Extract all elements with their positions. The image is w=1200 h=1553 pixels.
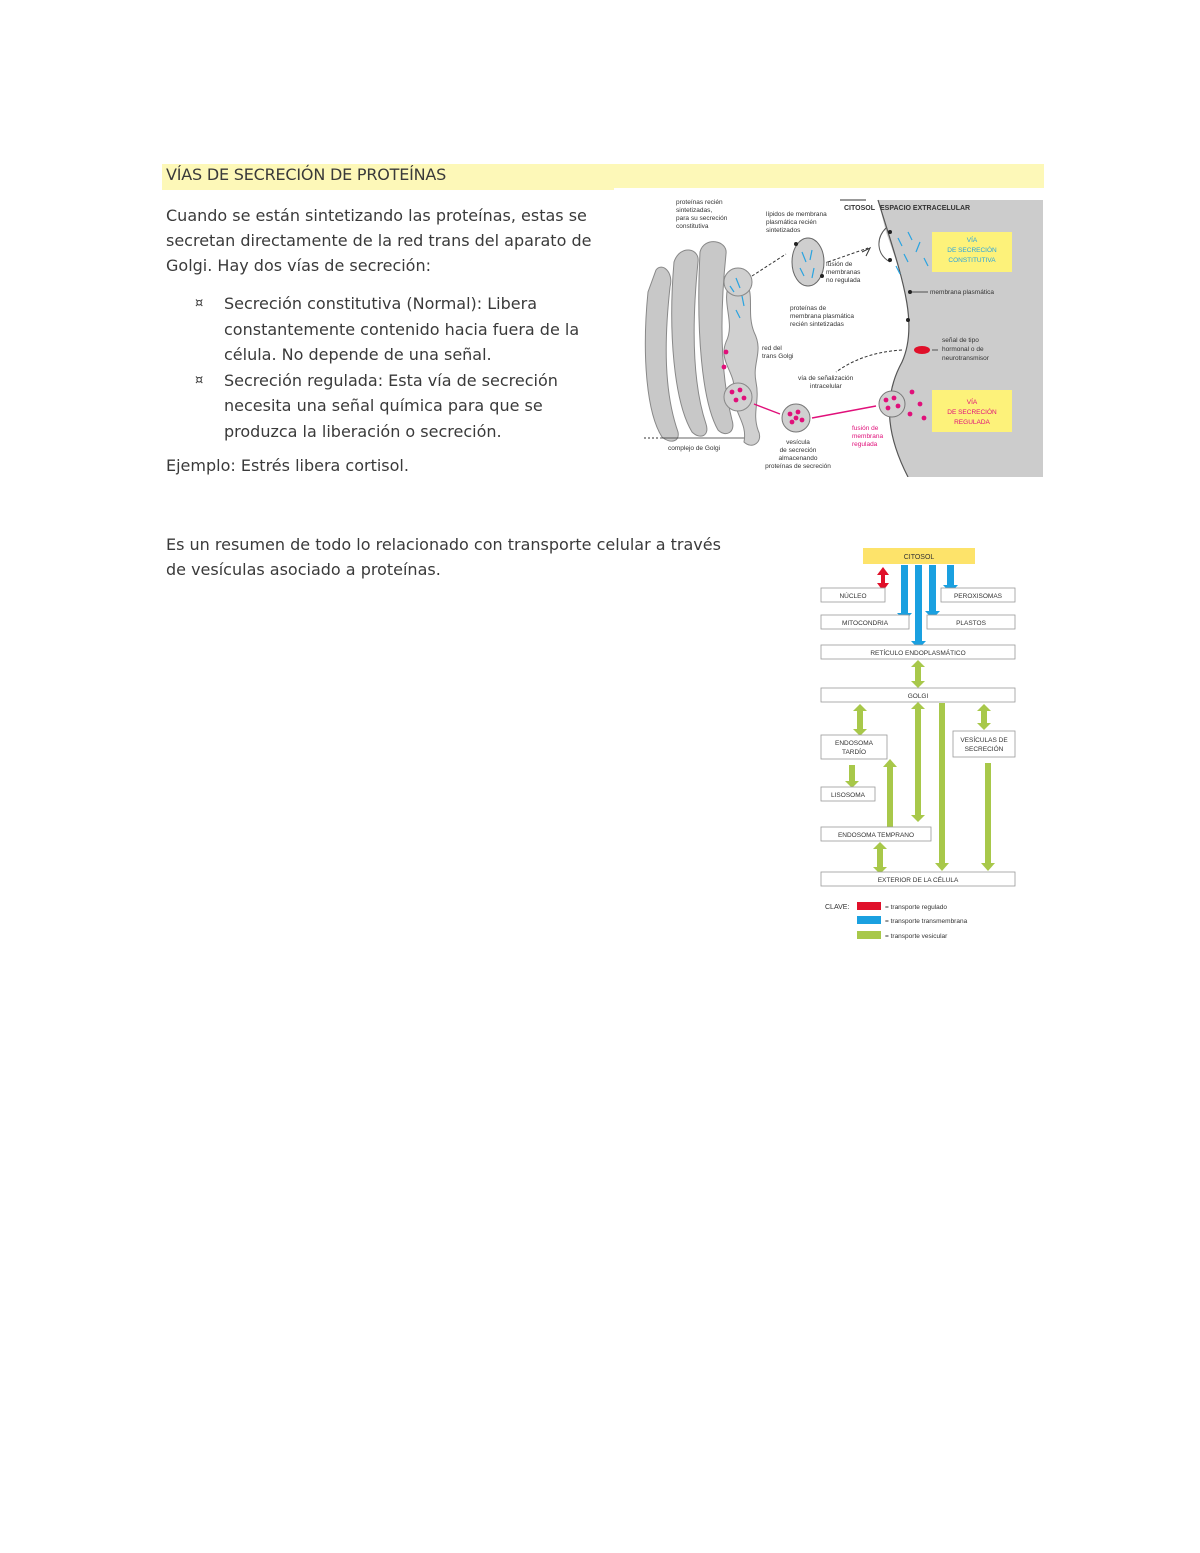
legend-label: = transporte regulado bbox=[885, 904, 947, 911]
legend-label: = transporte vesicular bbox=[885, 933, 948, 940]
legend-title: CLAVE: bbox=[825, 904, 850, 911]
list-item-text: Secreción regulada: Esta vía de secreción necesita una señal química para que se produzca la liberación o secreción. bbox=[224, 370, 558, 441]
espacio-label: ESPACIO EXTRACELULAR bbox=[880, 205, 971, 212]
box-label: EXTERIOR DE LA CÉLULA bbox=[877, 877, 959, 884]
fusing-vesicle bbox=[879, 391, 905, 417]
box-label: LISOSOMA bbox=[831, 792, 865, 799]
forming-vesicle bbox=[724, 383, 752, 411]
legend-swatch-green bbox=[857, 931, 881, 939]
secretion-pathways-figure bbox=[640, 192, 1043, 477]
box-label: RETÍCULO ENDOPLASMÁTICO bbox=[870, 650, 966, 657]
secretion-list bbox=[195, 291, 615, 444]
senal-text: hormonal o de bbox=[942, 346, 984, 353]
label-text: vesícula bbox=[786, 439, 810, 446]
label-text: vía de señalización bbox=[798, 375, 854, 382]
box-label: PLASTOS bbox=[956, 620, 986, 627]
membrana-label: membrana plasmática bbox=[930, 289, 994, 296]
box-label: CITOSOL bbox=[903, 554, 935, 561]
label-text: proteínas de secreción bbox=[765, 463, 831, 470]
label-text: recién sintetizadas bbox=[790, 321, 844, 328]
via-constitutiva-text: VÍA bbox=[966, 237, 978, 244]
via-regulada-text: REGULADA bbox=[954, 419, 990, 426]
heading-highlight-tail bbox=[162, 186, 614, 190]
label-text: membranas bbox=[826, 269, 861, 276]
senal-text: neurotransmisor bbox=[942, 355, 989, 362]
via-regulada-text: VÍA bbox=[966, 399, 978, 406]
citosol-label: CITOSOL bbox=[844, 205, 875, 212]
box-label: GOLGI bbox=[907, 693, 929, 700]
intro-paragraph: Cuando se están sintetizando las proteínas, estas se secretan directamente de la red trans del aparato de Golgi. Hay dos vías de secreción: bbox=[166, 206, 592, 275]
label-text: constitutiva bbox=[676, 223, 709, 230]
legend-swatch-red bbox=[857, 902, 881, 910]
label-text: fusión de bbox=[826, 261, 853, 268]
label-text: regulada bbox=[852, 441, 878, 448]
label-text: intracelular bbox=[810, 383, 842, 390]
label-text: fusión de bbox=[852, 425, 879, 432]
label-text: no regulada bbox=[826, 277, 861, 284]
box-label: PEROXISOMAS bbox=[953, 593, 1003, 600]
bullet-marker: ¤ bbox=[195, 372, 204, 388]
transport-summary-figure bbox=[815, 545, 1025, 945]
label-text: trans Golgi bbox=[762, 353, 794, 360]
label-text: proteínas de bbox=[790, 305, 827, 312]
legend-swatch-blue bbox=[857, 916, 881, 924]
via-constitutiva-text: DE SECRECIÓN bbox=[947, 247, 997, 254]
via-constitutiva-text: CONSTITUTIVA bbox=[948, 257, 996, 264]
label-text: sintetizados bbox=[766, 227, 801, 234]
label-text: red del bbox=[762, 345, 782, 352]
box-label: MITOCONDRIA bbox=[841, 620, 889, 627]
label-text: sintetizadas, bbox=[676, 207, 713, 214]
box-label: VESÍCULAS DE bbox=[960, 737, 1008, 744]
example-paragraph: Ejemplo: Estrés libera cortisol. bbox=[166, 456, 409, 475]
bullet-marker: ¤ bbox=[195, 296, 204, 311]
box-label: ENDOSOMA TEMPRANO bbox=[837, 832, 915, 839]
list-item bbox=[195, 368, 615, 445]
label-text: membrana plasmática bbox=[790, 313, 854, 320]
label-text: complejo de Golgi bbox=[668, 445, 721, 452]
legend-label: = transporte transmembrana bbox=[885, 918, 968, 925]
box-label: TARDÍO bbox=[841, 749, 867, 756]
label-text: membrana bbox=[852, 433, 884, 440]
label-text: almacenando bbox=[778, 455, 818, 462]
label-text: lípidos de membrana bbox=[766, 211, 827, 218]
summary-paragraph: Es un resumen de todo lo relacionado con transporte celular a través de vesículas asociado a proteínas. bbox=[166, 535, 721, 579]
label-text: plasmática recién bbox=[766, 219, 817, 226]
box-label: ENDOSOMA bbox=[835, 740, 873, 747]
vesiculas-secrecion-box bbox=[953, 731, 1015, 757]
via-regulada-text: DE SECRECIÓN bbox=[947, 409, 997, 416]
label-text: de secreción bbox=[779, 447, 817, 454]
box-label: SECRECIÓN bbox=[964, 746, 1004, 753]
box-label: NÚCLEO bbox=[839, 593, 867, 600]
senal-text: señal de tipo bbox=[942, 337, 979, 344]
page-title: VÍAS DE SECRECIÓN DE PROTEÍNAS bbox=[166, 165, 447, 184]
label-text: para su secreción bbox=[676, 215, 728, 222]
signal-molecule bbox=[914, 346, 930, 354]
list-item-text: Secreción constitutiva (Normal): Libera constantemente contenido hacia fuera de la célula. No depende de una señal. bbox=[224, 294, 580, 364]
label-text: proteínas recién bbox=[676, 199, 723, 206]
list-item bbox=[195, 291, 615, 368]
